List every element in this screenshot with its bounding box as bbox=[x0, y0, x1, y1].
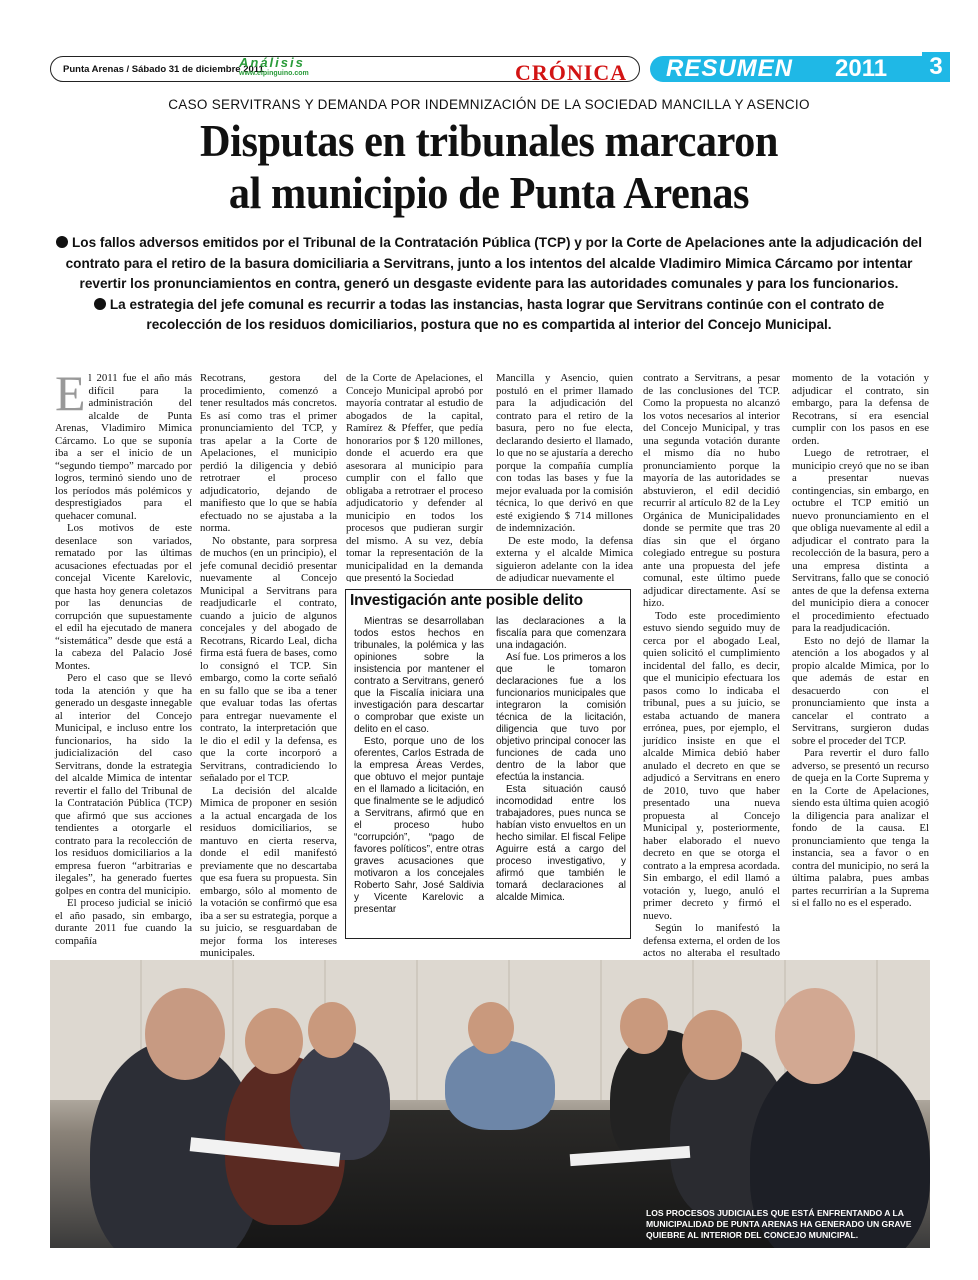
sidebar-paragraph: Mientras se desarrollaban todos estos hechos en tribunales, la polémica y las opiniones sobre la insistencia por mantener el contrato a Servitrans, generó que la Fiscalía iniciara una investigación para descartar o comprobar que existe un delito en el caso. bbox=[354, 616, 484, 735]
photo-caption: LOS PROCESOS JUDICIALES QUE ESTÁ ENFRENTANDO A LA MUNICIPALIDAD DE PUNTA ARENAS HA GENERADO UN GRAVE QUIEBRE AL INTERIOR DEL CONCEJO MUNICIPAL. bbox=[646, 1208, 912, 1240]
body-paragraph: De este modo, la defensa externa y el alcalde Mimica siguieron adelante con la idea de adjudicar nuevamente el bbox=[496, 534, 633, 582]
body-paragraph: Mancilla y Asencio, quien postuló en el primer llamado para la adjudicación del contrato para el retiro de la basura, pero no fue electa, declarando desierto el llamado, lo que no se ajustaría a derecho porque la compañía cumplía con todas las bases y fue la mejor evaluada por la comisión técnica, lo que derivó en que esté exigiendo $ 714 millones de indemnización. bbox=[496, 372, 633, 534]
photo-person bbox=[290, 1040, 390, 1160]
section-name: CRÓNICA bbox=[515, 60, 628, 85]
photo-person-head bbox=[775, 988, 855, 1084]
body-paragraph: Luego de retrotraer, el municipio creyó que no se iban a presentar nuevas contingencias, sin embargo, en octubre el TCP emitió un nuevo pronunciamiento en el que obliga nuevamente al edil a adjudicar el contrato para la recolección de la basura, pero a una empresa distinta a Servitrans, fallo que se conoció antes de que la defensa externa del municipio diera a conocer el procedimiento efectuado para la readjudicación. bbox=[792, 447, 930, 634]
summary-text-2: La estrategia del jefe comunal es recurrir a todas las instancias, hasta lograr que Servitrans continúe con el contrato de recolección de los residuos domiciliarios, postura que no es compartida al interior del Concejo Municipal. bbox=[109, 296, 885, 332]
photo-person-head bbox=[145, 988, 225, 1080]
body-paragraph: Recotrans, gestora del procedimiento, comenzó a tener resultados más concretos. Es así como tras el primer pronunciamiento del TCP, y tras apelar a la Corte de Apelaciones, el municipio perdió la diligencia y debió retrotraer el proceso adjudicatorio, dejando de manifiesto que lo que se había efectuado no se ajustaba a la norma. bbox=[200, 372, 337, 534]
page-number: 3 bbox=[922, 52, 950, 82]
header-pill bbox=[50, 55, 640, 85]
council-meeting-photo bbox=[50, 960, 930, 1248]
summary-paragraph-1 bbox=[55, 233, 923, 295]
body-column-2 bbox=[200, 372, 337, 985]
body-column-3 bbox=[346, 372, 483, 582]
body-paragraph: Según lo manifestó la defensa externa, el orden de los actos no alteraba el resultado bbox=[643, 922, 780, 959]
sidebar-box bbox=[345, 589, 631, 939]
body-paragraph: Esto no dejó de llamar la atención a los abogados y al propio alcalde Mimica, por lo que además de estar en desacuerdo con el pronunciamiento que insta a cancelar el contrato a Servitrans, surgieron dudas sobre el proceder del TCP. bbox=[792, 634, 929, 747]
body-paragraph: momento de la votación y adjudicar el contrato, sin embargo, para la defensa de Recotrans, sí era esencial cumplir con los pasos en ese orden. bbox=[792, 372, 929, 447]
body-paragraph: de la Corte de Apelaciones, el Concejo Municipal aprobó por mayoría contratar al estudio de abogados de la capital, Ramírez & Pfeffer, que pedía honorarios por $ 120 millones, donde el acuerdo era que asesorara al municipio para cumplir con el fallo que obligaba a retrotraer el proceso adjudicatorio y defender al municipio en todos los procesos que pudieran surgir del mismo. A su vez, debía tomar la representación de la municipalidad en la demanda que presentó la Sociedad bbox=[346, 372, 483, 582]
body-paragraph: Para revertir el duro fallo adverso, se presentó un recurso de queja en la Corte Suprema y en la Corte de Apelaciones, siendo esta última quien acogió la diligencia para analizar el fondo de la causa. El pronunciamiento que tenga la instancia, sea a favor o en contra del municipio, no será la última palabra, pues ambas partes recurrirían a la Suprema si el fallo no es el esperado. bbox=[792, 747, 929, 909]
drop-cap: E bbox=[55, 365, 86, 421]
body-column-5 bbox=[643, 372, 780, 985]
special-label: RESUMEN bbox=[666, 55, 794, 82]
body-paragraph: Pero el caso que se llevó toda la atención y que ha generado un desgaste innegable al interior del Concejo Municipal, e incluso entre los funcionarios, ha sido la judicialización del caso Servitrans, donde la estrategia del alcalde Mimica de intentar revertir el fallo del Tribunal de la Contratación Pública (TCP) que afirmó que sus acciones tendientes a otorgarle el contrato para la recolección de los residuos domiciliarios a la empresa fueron “arbitrarias e ilegales”, ha generado fuertes golpes en contra del municipio. bbox=[55, 672, 193, 897]
body-paragraph: Los motivos de este desenlace son variados, rematado por las últimas acusaciones efectuadas por el concejal Vicente Karelovic, que hasta hoy genera coletazos por las denuncias de corrupción que supuestamente el edil ha ejecutado de manera “sistemática” desde que está a la cabeza del Palacio José Montes. bbox=[55, 522, 192, 672]
special-year: 2011 bbox=[835, 55, 888, 82]
headline-line-2: al municipio de Punta Arenas bbox=[228, 167, 750, 218]
paragraph-text: l 2011 fue el año más difícil para la administración del alcalde de Punta Arenas, Vladimiro Mimica Cárcamo. Lo que se suponía iba a ser el inicio de un “segundo tiempo” marcado por logros, terminó siendo uno de los períodos más polémicos y desprestigiados para el quehacer comunal. bbox=[55, 372, 192, 522]
photo-person-head bbox=[620, 998, 668, 1054]
header-date: Punta Arenas / Sábado 31 de diciembre 2011 bbox=[63, 64, 264, 75]
bullet-icon bbox=[56, 236, 68, 248]
photo-person-head bbox=[468, 1002, 514, 1054]
body-column-6 bbox=[792, 372, 929, 910]
body-paragraph: La decisión del alcalde Mimica de proponer en sesión a la actual encargada de los residuos domiciliarios, se mantuvo en cierta reserva, donde el edil manifestó previamente que no descartaba que esa fuera su propuesta. Sin embargo, sólo al momento de la votación se confirmó que esa iba a ser su estrategia, porque a su juicio, se resguardaban de mejor forma los intereses municipales. bbox=[200, 784, 337, 959]
sidebar-paragraph: Esto, porque uno de los oferentes, Carlos Estrada de la empresa Áreas Verdes, que obtuvo el mejor puntaje en el llamado a licitación, en que finalmente se le adjudicó a Servitrans, afirmó que en el proceso hubo “corrupción”, “pago de favores políticos”, entre otras graves acusaciones que motivaron a los concejales Roberto Sahr, José Saldivia y Vicente Karelovic a presentar bbox=[354, 736, 484, 915]
body-paragraph: No obstante, para sorpresa de muchos (en un principio), el jefe comunal decidió presentar nuevamente al Concejo Municipal a Servitrans para readjudicarle el contrato, cuando a juicio de algunos concejales y del abogado de Recotrans, Ricardo Leal, dicha firma está fuera de bases, como lo consignó el TCP. Sin embargo, como la corte señaló en su fallo que se iba a tener que evaluar todas las ofertas para entregar nuevamente el contrato, la interpretación que le dio el edil y la defensa, es que la corte incorporó a Servitrans, contradiciendo lo señalado por el TCP. bbox=[200, 534, 337, 784]
body-paragraph: contrato a Servitrans, a pesar de las conclusiones del TCP. Como la propuesta no alcanzó los votos necesarios al interior del Concejo Municipal, y tras una segunda votación durante el mismo día no hubo pronunciamiento porque la mayoría de las autoridades se abstuvieron, el edil decidió recurrir al artículo 82 de la Ley Orgánica de Municipalidades donde se permite que tras 20 días sin que el órgano colegiado entregue su postura ante una propuesta del jefe comunal, este último puede adjudicar directamente. Así se hizo. bbox=[643, 372, 780, 609]
page-header bbox=[50, 50, 943, 86]
sidebar-paragraph: las declaraciones a la fiscalía para que comenzara una indagación. bbox=[496, 616, 626, 651]
body-column-1 bbox=[55, 365, 193, 947]
headline bbox=[39, 115, 939, 219]
kicker: CASO SERVITRANS Y DEMANDA POR INDEMNIZACIÓN DE LA SOCIEDAD MANCILLA Y ASENCIO bbox=[168, 97, 810, 112]
body-paragraph bbox=[55, 365, 192, 522]
body-column-4 bbox=[496, 372, 633, 582]
brand-logo: Análisis bbox=[239, 55, 305, 70]
photo-person-head bbox=[245, 1008, 303, 1074]
brand-website: www.elpinguino.com bbox=[239, 70, 309, 77]
sidebar-column-2 bbox=[496, 616, 626, 904]
summary bbox=[55, 233, 923, 336]
sidebar-paragraph: Así fue. Los primeros a los que le tomaron declaraciones fue a los funcionarios municipales que integraron la comisión técnica de la licitación, diligencia que tuvo por objetivo principal conocer las funciones de cada uno dentro de la labor que efectúa la instancia. bbox=[496, 652, 626, 783]
summary-paragraph-2 bbox=[55, 295, 923, 336]
sidebar-title: Investigación ante posible delito bbox=[350, 592, 583, 609]
photo-person bbox=[445, 1040, 555, 1130]
photo-person-head bbox=[682, 1010, 742, 1080]
headline-line-1: Disputas en tribunales marcaron bbox=[200, 115, 778, 166]
photo-person-head bbox=[308, 1002, 356, 1058]
sidebar-column-1 bbox=[354, 616, 484, 916]
sidebar-paragraph: Esta situación causó incomodidad entre los trabajadores, pues nunca se habían visto envueltos en un hecho similar. El fiscal Felipe Aguirre está a cargo del proceso investigativo, y afirmó que también le tomará declaraciones al alcalde Mimica. bbox=[496, 784, 626, 903]
bullet-icon bbox=[94, 298, 106, 310]
body-paragraph: El proceso judicial se inició el año pasado, sin embargo, durante 2011 fue cuando la compañía bbox=[55, 897, 192, 947]
summary-text-1: Los fallos adversos emitidos por el Tribunal de la Contratación Pública (TCP) y por la Corte de Apelaciones ante la adjudicación del contrato para el retiro de la basura domiciliaria a Servitrans, junto a los intentos del alcalde Vladimiro Mimica Cárcamo por intentar revertir los pronunciamientos en contra, generó un desgaste evidente para las autoridades comunales y para los funcionarios. bbox=[65, 235, 923, 291]
special-banner bbox=[650, 56, 948, 82]
body-paragraph: Todo este procedimiento estuvo siendo seguido muy de cerca por el abogado Leal, quien solicitó el cumplimiento incidental del fallo, es decir, que el municipio efectuara los pasos como lo indicaba el tribunal, pues a su juicio, se estaba actuando de manera errónea, pues, por ejemplo, el jurídico insiste en que el alcalde Mimica debió haber anulado el decreto en que se adjudicó a Servitrans en enero de 2010, tuvo que haber presentado una nueva propuesta al Concejo Municipal y, posteriormente, haber elaborado el nuevo decreto en que se otorga el contrato a la empresa acordada. Sin embargo, el edil llamó a votación y, luego, anuló el primer decreto y firmó el nuevo. bbox=[643, 609, 780, 922]
